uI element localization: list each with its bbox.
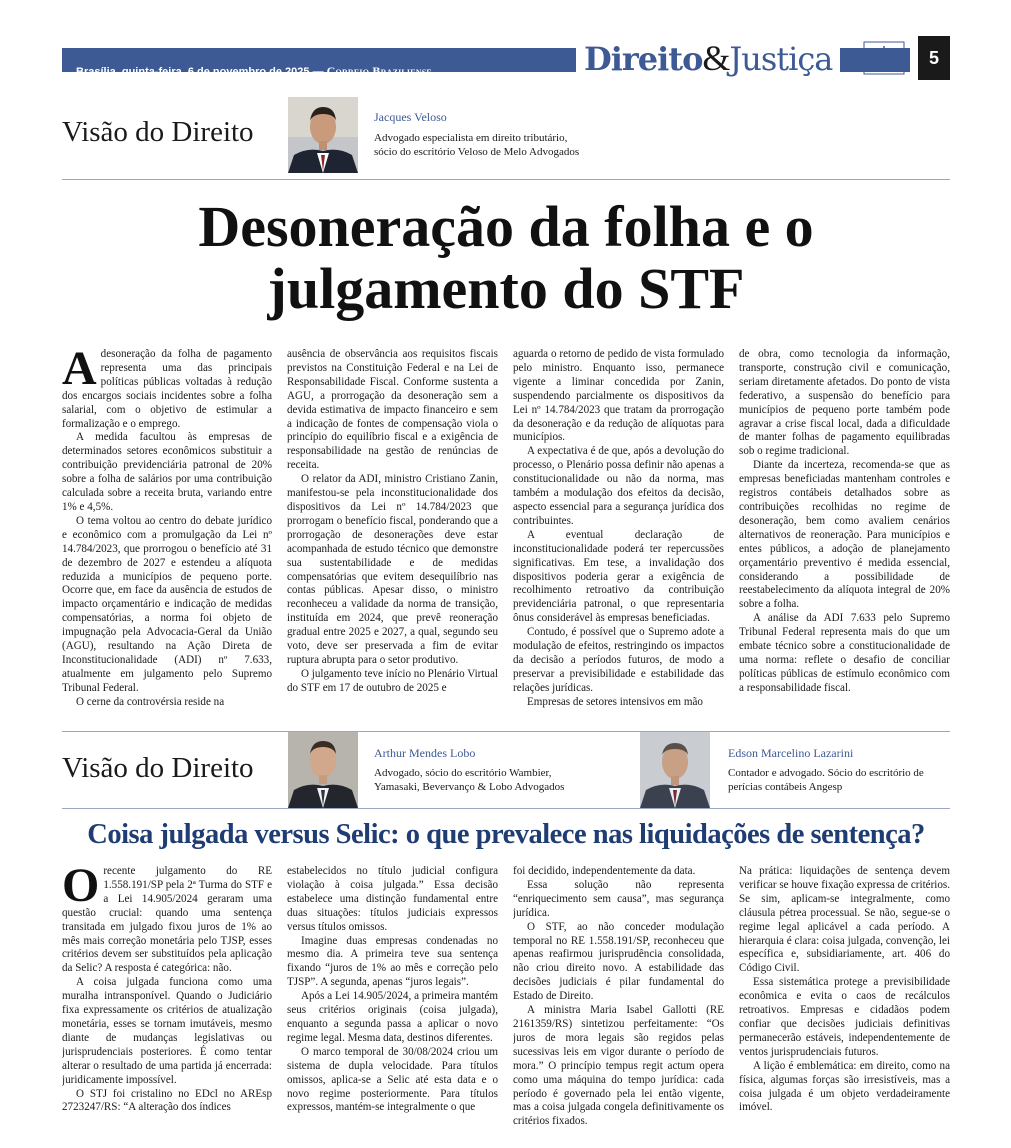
article1-column-1 [62, 348, 272, 714]
paragraph: Essa solução não representa “enriquecimento sem causa”, mas segurança jurídica. [513, 878, 724, 919]
paragraph: O tema voltou ao centro do debate jurídico e econômico com a promulgação da Lei nº 14.784/2023, que prorrogou o benefício até 31 de dezembro de 2027 e estendeu a alíquota reduzida a municípios de pequeno porte. Ocorre que, em face da ausência de estudos de impacto orçamentário e indicação de medidas compensatórias, a norma foi objeto de impugnação pela Advocacia-Geral da União (AGU), resultando na Ação Direta de Inconstitucionalidade (ADI) nº 7.633, atualmente em julgamento pelo Supremo Tribunal Federal. [62, 514, 272, 694]
paragraph: de obra, como tecnologia da informação, transporte, construção civil e comunicação, seriam diretamente afetados. Do ponto de vista federativo, a suspensão do benefício para municípios de pequeno porte também pode agravar a crise fiscal local, dada a dificuldade de manter folhas de pagamento equilibradas sob o regime tradicional. [739, 348, 950, 458]
author-bio-line: Advogado especialista em direito tributário, [374, 132, 568, 144]
divider [62, 808, 950, 809]
author-name-jacques-veloso: Jacques Veloso [374, 110, 447, 124]
paragraph: A análise da ADI 7.633 pelo Supremo Tribunal Federal representa mais do que um embate técnico sobre a constitucionalidade de uma norma: reflete o desafio de conciliar políticas públicas de estímulo econômico com a responsabilidade fiscal. [739, 612, 950, 694]
author-bio-line: Advogado, sócio do escritório Wambier, [374, 767, 552, 779]
paragraph [62, 348, 272, 431]
paragraph: O STJ foi cristalino no EDcl no AREsp 2723247/RS: “A alteração dos índices [62, 1087, 272, 1114]
paragraph: A ministra Maria Isabel Gallotti (RE 2161359/RS) sintetizou perfeitamente: “Os juros de mora legais são regidos pelas sucessivas leis em vigor durante o período de mora.” O princípio tempus regit actum opera como uma máquina do tempo jurídica: cada período é governado pela lei então vigente, mas a coisa julgada congela definitivamente os critérios fixados. [513, 1004, 724, 1128]
article1-column-4 [739, 348, 950, 714]
paragraph: A eventual declaração de inconstitucionalidade poderá ter repercussões significativas. Em tese, a invalidação dos dispositivos poderia gerar a exigência de recolhimento retroativo da contribuição previdenciária patronal, o que representaria ônus considerável às empresas beneficiadas. [513, 528, 724, 625]
headline-desoneracao [62, 196, 950, 320]
dateline-text: Brasília, quinta-feira, 6 de novembro de 2025 — [76, 66, 324, 78]
paragraph: O marco temporal de 30/08/2024 criou um sistema de dupla velocidade. Para títulos omissos, aplica-se a Selic até esta data e o novo regime posteriormente. Para títulos expressos, mantém-se integralmente o que [287, 1045, 498, 1114]
page-number: 5 [918, 36, 950, 80]
section-title [576, 36, 840, 80]
author-bio-line: Yamasaki, Bevervanço & Lobo Advogados [374, 781, 565, 793]
headline-coisa-julgada: Coisa julgada versus Selic: o que prevalece nas liquidações de sentença? [87, 819, 925, 850]
headline-line-1: Desoneração da folha e o [198, 194, 814, 259]
paragraph: O STF, ao não conceder modulação temporal no RE 1.558.191/SP, reconheceu que apenas reafirmou jurisprudência consolidada, não criou direito novo. A estabilidade das decisões judiciais é pilar fundamental do Estado de Direito. [513, 920, 724, 1003]
paragraph: O relator da ADI, ministro Cristiano Zanin, manifestou-se pela inconstitucionalidade dos dispositivos da Lei nº 14.784/2023 que prorrogam o benefício fiscal, ponderando que a prorrogação de desonerações deve estar acompanhada de estudo técnico que demonstre sua sustentabilidade e de medidas compensatórias que evitem desequilíbrio nas contas públicas. Apesar disso, o ministro reconheceu a validade da norma de transição, instituída em 2024, que prevê reoneração gradual entre 2025 e 2027, a qual, segundo seu voto, deve ser preservada a fim de evitar ruptura abrupta para o setor produtivo. [287, 473, 498, 666]
paragraph: O julgamento teve início no Plenário Virtual do STF em 17 de outubro de 2025 e [287, 667, 498, 694]
divider [62, 179, 950, 180]
article2-column-2 [287, 865, 498, 1148]
article2-column-4 [739, 865, 950, 1148]
article2-column-3 [513, 865, 724, 1148]
paragraph: A lição é emblemática: em direito, como na física, algumas forças são irresistíveis, mas a coisa julgada é um objeto verdadeiramente imóvel. [739, 1059, 950, 1114]
paragraph [62, 865, 272, 976]
paragraph-text: recente julgamento do RE 1.558.191/SP pela 2ª Turma do STF e a Lei 14.905/2024 geraram uma questão crucial: quando uma sentença transitada em julgado fixou juros de 1% ao mês mais correção monetária pelo TJSP, esses critérios devem ser substituídos pela aplicação da Selic? A resposta é categórica: não. [62, 865, 272, 975]
paragraph: ausência de observância aos requisitos fiscais previstos na Constituição Federal e na Lei de Responsabilidade Fiscal. Conforme sustenta a AGU, a prorrogação da desoneração sem a devida estimativa de impacto financeiro e sem a indicação de fontes de compensação viola o princípio do equilíbrio fiscal e a exigência de responsabilidade na gestão de renúncias de receita. [287, 348, 498, 472]
author-bio-line: sócio do escritório Veloso de Melo Advogados [374, 146, 580, 158]
section-title-justica: Justiça [729, 40, 833, 78]
paragraph-text: desoneração da folha de pagamento representa uma das principais políticas públicas voltadas à redução dos encargos sociais incidentes sobre a folha salarial, com o objetivo de estimular a formalização e o emprego. [62, 348, 272, 430]
author-name-edson-marcelino-lazarini: Edson Marcelino Lazarini [728, 746, 854, 760]
paragraph: A medida facultou às empresas de determinados setores econômicos substituir a contribuição previdenciária patronal de 20% sobre a folha de salários por uma contribuição calculada sobre a receita bruta, variando entre 1% e 4,5%. [62, 431, 272, 513]
section-title-ampersand: & [702, 38, 730, 78]
author-bio-line: Contador e advogado. Sócio do escritório de [728, 767, 924, 779]
page-header [62, 36, 950, 80]
paragraph: Diante da incerteza, recomenda-se que as empresas beneficiadas mantenham controles e registros contábeis detalhados sobre as contribuições recolhidas no regime de desoneração, bem como avaliem cenários alternativos de reoneração. Para municípios e entes públicos, a adoção de planejamento orçamentário preventivo é medida essencial, considerando a possibilidade de reestabelecimento da alíquota integral de 20% sobre a folha. [739, 459, 950, 611]
paragraph: Na prática: liquidações de sentença devem verificar se houve fixação expressa de critérios. Se sim, aplicam-se integralmente, como cláusula pétrea processual. Se não, segue-se o regime legal aplicável a cada período. A hierarquia é clara: coisa julgada, convenção, lei específica e, subsidiariamente, art. 406 do Código Civil. [739, 865, 950, 975]
section-label-visao-do-direito: Visão do Direito [62, 752, 254, 784]
author-photo-edson-marcelino-lazarini [640, 732, 710, 808]
article1-column-2 [287, 348, 498, 714]
author-bio-arthur-mendes-lobo [374, 766, 614, 794]
scales-of-justice-icon [862, 40, 906, 76]
paragraph: Essa sistemática protege a previsibilidade econômica e evita o caos de recálculos retroativos. Empresas e cidadãos podem confiar que decisões judiciais definitivas permanecerão estáveis, independentemente de ventos jurisprudenciais futuros. [739, 976, 950, 1058]
author-name-arthur-mendes-lobo: Arthur Mendes Lobo [374, 746, 476, 760]
paragraph: A expectativa é de que, após a devolução do processo, o Plenário possa definir não apenas a constitucionalidade ou não da norma, mas também a modulação dos efeitos da decisão, aspecto essencial para a segurança jurídica dos contribuintes. [513, 445, 724, 527]
divider [62, 731, 950, 732]
paragraph: estabelecidos no título judicial configura violação à coisa julgada.” Essa decisão estabelece uma distinção fundamental entre duas situações: títulos judiciais expressos versus títulos omissos. [287, 865, 498, 933]
paragraph: Imagine duas empresas condenadas no mesmo dia. A primeira teve sua sentença fixando “juros de 1% ao mês e correção pelo TJSP”. A segunda, apenas “juros legais”. [287, 934, 498, 989]
paragraph: aguarda o retorno de pedido de vista formulado pelo ministro. Enquanto isso, permanece vigente a liminar concedida por Zanin, suspendendo parcialmente os dispositivos da Lei nº 14.784/2023 que tratam da prorrogação da desoneração e da redução de alíquotas para municípios. [513, 348, 724, 444]
paragraph: A coisa julgada funciona como uma muralha intransponível. Quando o Judiciário fixa expressamente os critérios de atualização monetária, esses se tornam imutáveis, mesmo diante de mudanças legislativas ou jurisprudenciais posteriores. É como tentar alterar o resultado de uma partida já encerrada: juridicamente impossível. [62, 976, 272, 1086]
author-photo-jacques-veloso [288, 97, 358, 173]
article1-column-3 [513, 348, 724, 714]
drop-cap: O [62, 865, 100, 912]
author-bio-line: perícias contábeis Angesp [728, 781, 843, 793]
article2-column-1 [62, 865, 272, 1148]
paragraph: O cerne da controvérsia reside na [76, 695, 225, 708]
newspaper-name: Correio Braziliense [326, 64, 432, 78]
author-bio-edson-marcelino-lazarini [728, 766, 950, 794]
header-dateline [76, 64, 432, 79]
paragraph: Após a Lei 14.905/2024, a primeira mantém seus critérios originais (coisa julgada), enquanto a segunda passa a aplicar o novo regime legal. Mesma data, destinos diferentes. [287, 990, 498, 1044]
author-bio-jacques-veloso [374, 131, 644, 159]
paragraph: foi decidido, independentemente da data. [513, 865, 696, 877]
drop-cap: A [62, 348, 97, 395]
section-title-direito: Direito [584, 40, 703, 78]
paragraph: Contudo, é possível que o Supremo adote a modulação de efeitos, restringindo os impactos da decisão a períodos futuros, de modo a preservar a previsibilidade e estabilidade das relações jurídicas. [513, 626, 724, 694]
headline-line-2: julgamento do STF [267, 256, 745, 321]
author-photo-arthur-mendes-lobo [288, 732, 358, 808]
section-label-visao-do-direito: Visão do Direito [62, 116, 254, 148]
paragraph: Empresas de setores intensivos em mão [527, 695, 703, 708]
